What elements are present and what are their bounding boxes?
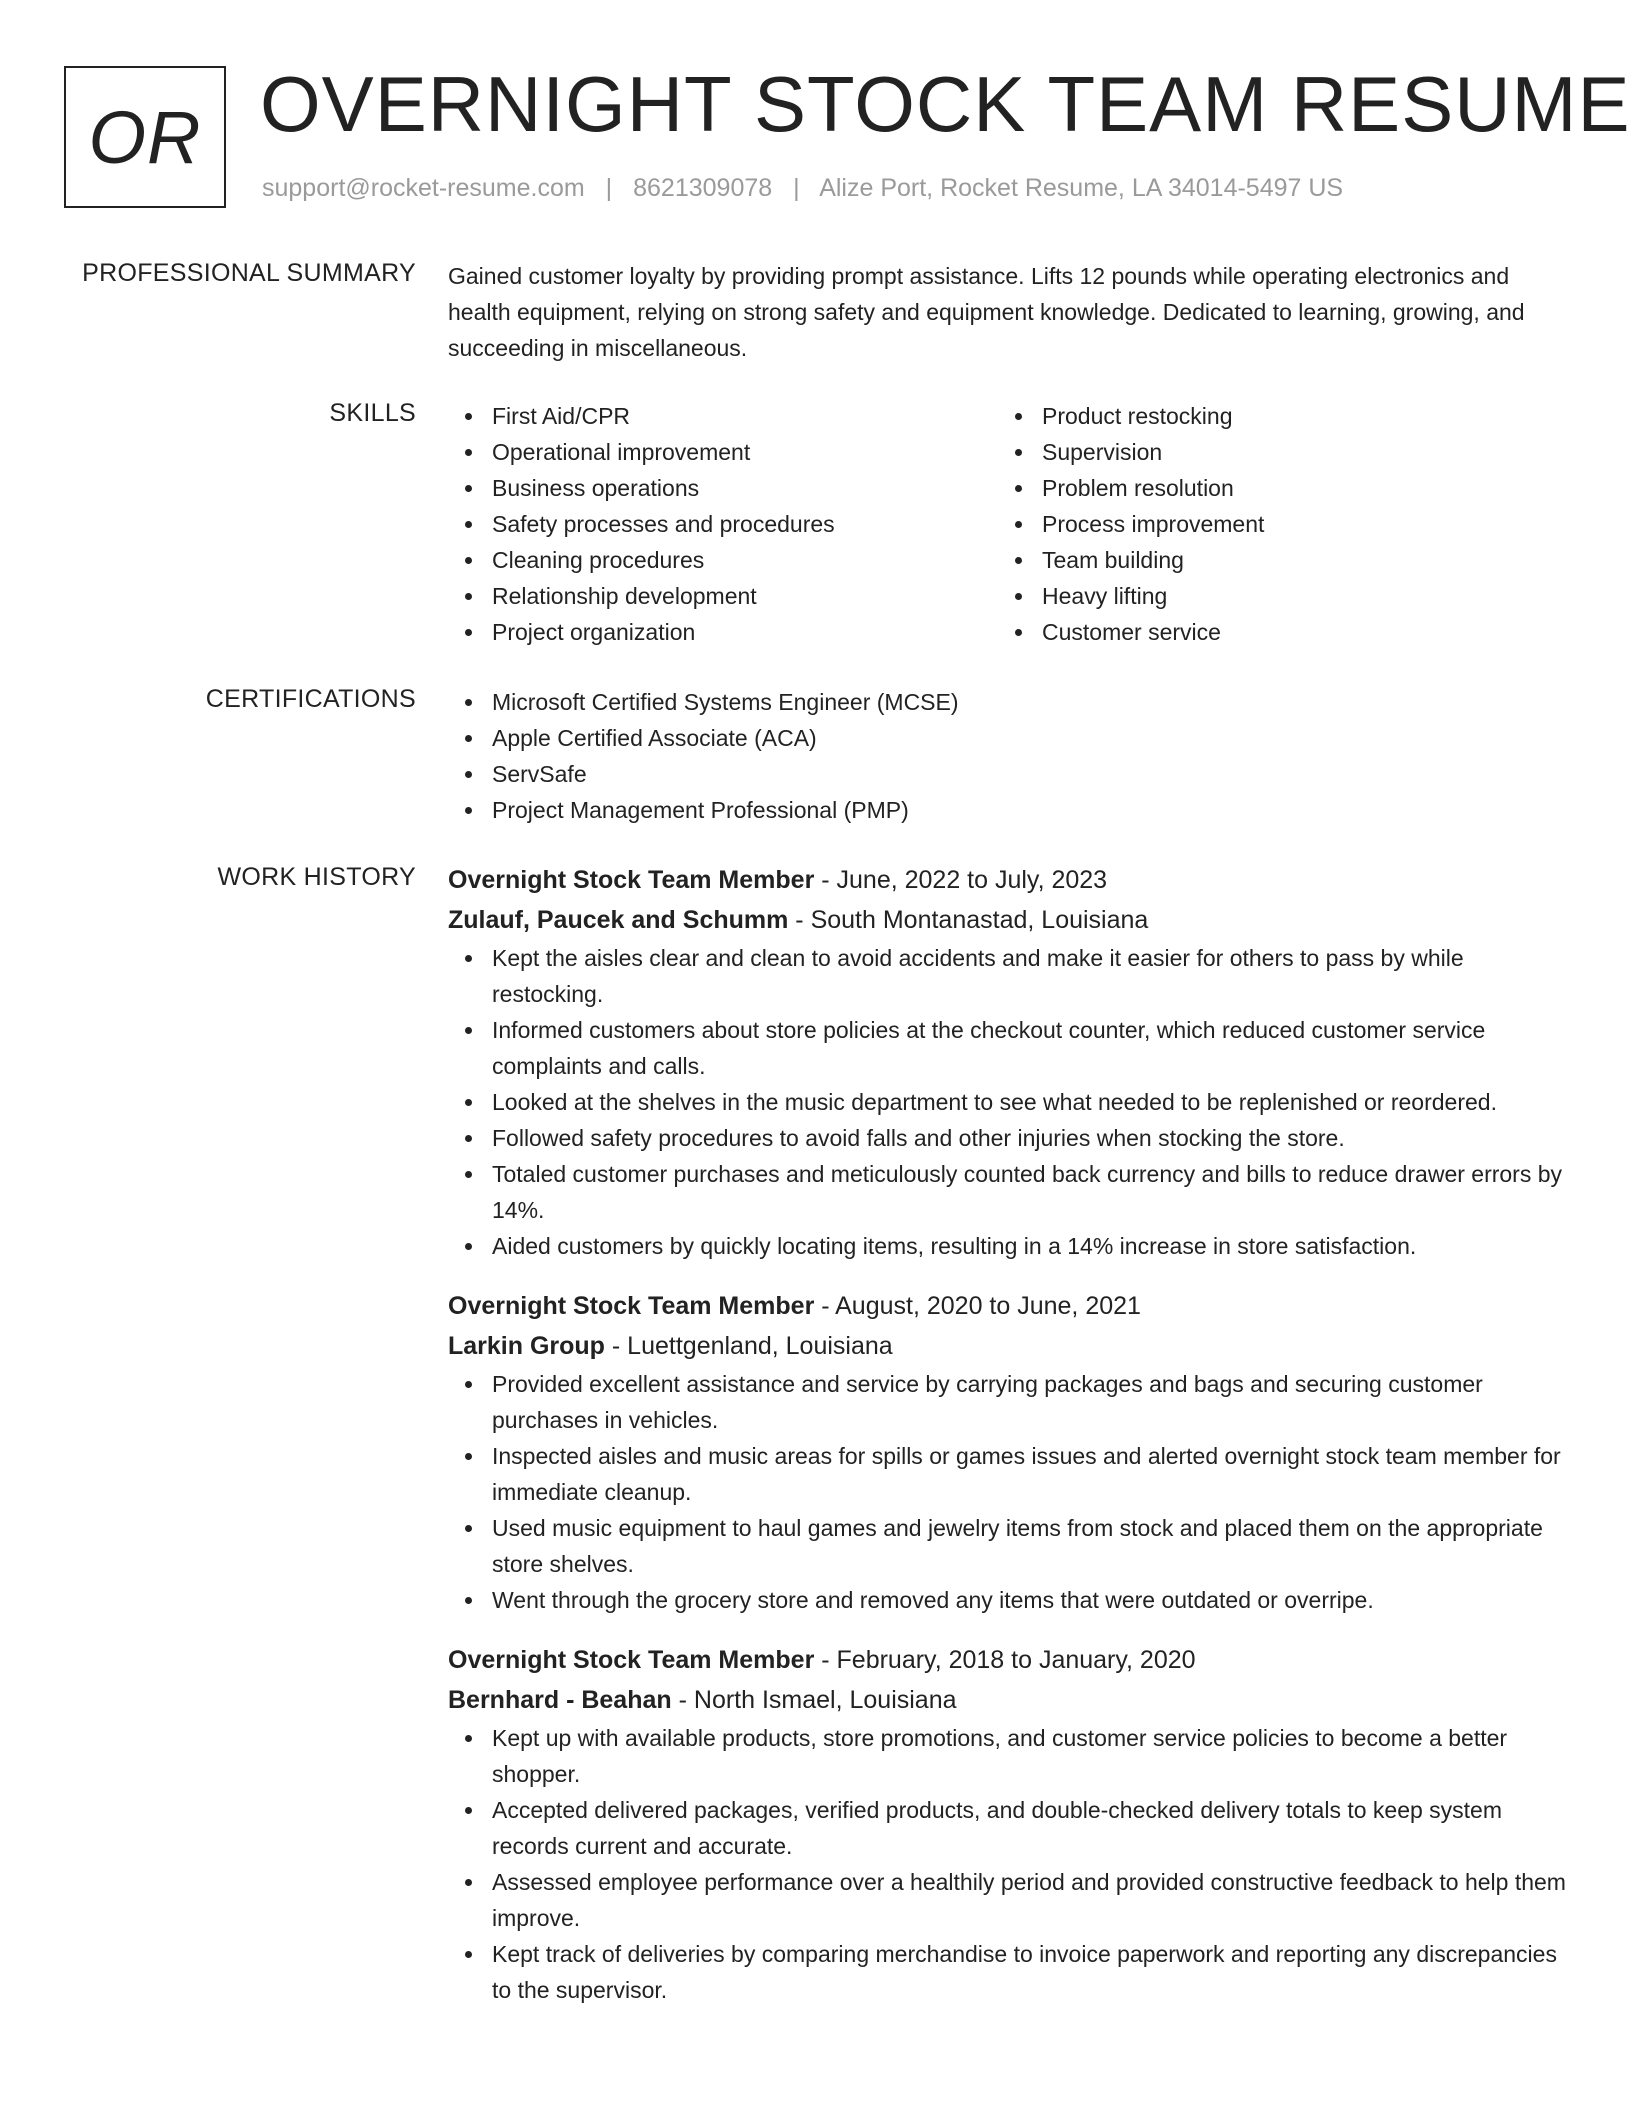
section-label-skills: SKILLS (329, 399, 416, 427)
job-dates: - February, 2018 to January, 2020 (814, 1646, 1196, 1674)
job-duty-item: Inspected aisles and music areas for spills or games issues and alerted overnight stock team member for immediate cleanup. (448, 1438, 1568, 1510)
job-duty-item: Looked at the shelves in the music department to see what needed to be replenished or reordered. (448, 1084, 1568, 1120)
section-label-certifications: CERTIFICATIONS (205, 685, 416, 713)
certification-item: ServSafe (448, 756, 1568, 792)
job-company: Larkin Group (448, 1332, 605, 1360)
skill-item: Safety processes and procedures (448, 506, 998, 542)
skill-item: Supervision (998, 434, 1548, 470)
job-location: - South Montanastad, Louisiana (788, 906, 1149, 934)
job-duty-item: Aided customers by quickly locating items, resulting in a 14% increase in store satisfaction. (448, 1228, 1568, 1264)
skill-item: Problem resolution (998, 470, 1548, 506)
job-duty-item: Kept track of deliveries by comparing merchandise to invoice paperwork and reporting any discrepancies to the supervisor. (448, 1936, 1568, 2008)
skill-item: Heavy lifting (998, 578, 1548, 614)
skill-item: First Aid/CPR (448, 398, 998, 434)
skills-column-left (448, 398, 998, 650)
job-entry (448, 1640, 1568, 2008)
job-duty-item: Followed safety procedures to avoid falls and other injuries when stocking the store. (448, 1120, 1568, 1156)
job-duty-item: Totaled customer purchases and meticulously counted back currency and bills to reduce drawer errors by 14%. (448, 1156, 1568, 1228)
job-company-line (448, 1326, 1568, 1366)
job-duty-item: Assessed employee performance over a healthily period and provided constructive feedback to help them improve. (448, 1864, 1568, 1936)
job-duty-item: Kept the aisles clear and clean to avoid accidents and make it easier for others to pass by while restocking. (448, 940, 1568, 1012)
section-label-summary: PROFESSIONAL SUMMARY (82, 259, 416, 287)
section-label-work-history: WORK HISTORY (217, 863, 416, 891)
skill-item: Product restocking (998, 398, 1548, 434)
job-duties (448, 1720, 1568, 2008)
summary-text: Gained customer loyalty by providing prompt assistance. Lifts 12 pounds while operating electronics and health equipment, relying on strong safety and equipment knowledge. Dedicated to learning, growing, and succeeding in miscellaneous. (448, 263, 1525, 361)
skills-column-right (998, 398, 1548, 650)
skills-list (448, 398, 1568, 650)
job-location: - North Ismael, Louisiana (671, 1686, 957, 1714)
contact-email[interactable]: support@rocket-resume.com (262, 174, 585, 202)
certifications-bullets (448, 684, 1568, 828)
job-company-line (448, 1680, 1568, 1720)
certifications-list (448, 684, 1568, 828)
job-duties (448, 1366, 1568, 1618)
job-title-line (448, 860, 1568, 900)
skill-item: Operational improvement (448, 434, 998, 470)
job-company: Bernhard - Beahan (448, 1686, 672, 1714)
contact-separator: | (793, 174, 800, 202)
resume-header (64, 60, 1631, 216)
certification-item: Project Management Professional (PMP) (448, 792, 1568, 828)
skill-item: Business operations (448, 470, 998, 506)
job-title-line (448, 1286, 1568, 1326)
work-history-list (448, 860, 1568, 2030)
skill-item: Cleaning procedures (448, 542, 998, 578)
contact-separator: | (605, 174, 613, 202)
job-duty-item: Accepted delivered packages, verified products, and double-checked delivery totals to keep system records current and accurate. (448, 1792, 1568, 1864)
monogram-logo: OR (64, 66, 226, 208)
skill-item: Customer service (998, 614, 1548, 650)
job-entry (448, 860, 1568, 1264)
job-entry (448, 1286, 1568, 1618)
job-duty-item: Used music equipment to haul games and jewelry items from stock and placed them on the appropriate store shelves. (448, 1510, 1568, 1582)
certification-item: Apple Certified Associate (ACA) (448, 720, 1568, 756)
job-location: - Luettgenland, Louisiana (604, 1332, 893, 1360)
resume-title: OVERNIGHT STOCK TEAM RESUME (260, 60, 1631, 148)
job-duty-item: Went through the grocery store and removed any items that were outdated or overripe. (448, 1582, 1568, 1618)
job-title: Overnight Stock Team Member (448, 1292, 815, 1320)
job-dates: - August, 2020 to June, 2021 (814, 1292, 1141, 1320)
skill-item: Team building (998, 542, 1548, 578)
job-company-line (448, 900, 1568, 940)
job-duty-item: Kept up with available products, store promotions, and customer service policies to become a better shopper. (448, 1720, 1568, 1792)
job-title: Overnight Stock Team Member (448, 866, 815, 894)
certification-item: Microsoft Certified Systems Engineer (MCSE) (448, 684, 1568, 720)
contact-line (262, 174, 1343, 203)
skill-item: Process improvement (998, 506, 1548, 542)
job-title: Overnight Stock Team Member (448, 1646, 815, 1674)
job-duty-item: Informed customers about store policies at the checkout counter, which reduced customer service complaints and calls. (448, 1012, 1568, 1084)
job-title-line (448, 1640, 1568, 1680)
job-duties (448, 940, 1568, 1264)
job-duty-item: Provided excellent assistance and service by carrying packages and bags and securing customer purchases in vehicles. (448, 1366, 1568, 1438)
job-company: Zulauf, Paucek and Schumm (448, 906, 789, 934)
contact-phone[interactable]: 8621309078 (633, 174, 773, 202)
contact-address: Alize Port, Rocket Resume, LA 34014-5497 US (819, 174, 1344, 202)
skill-item: Project organization (448, 614, 998, 650)
job-dates: - June, 2022 to July, 2023 (814, 866, 1108, 894)
skill-item: Relationship development (448, 578, 998, 614)
